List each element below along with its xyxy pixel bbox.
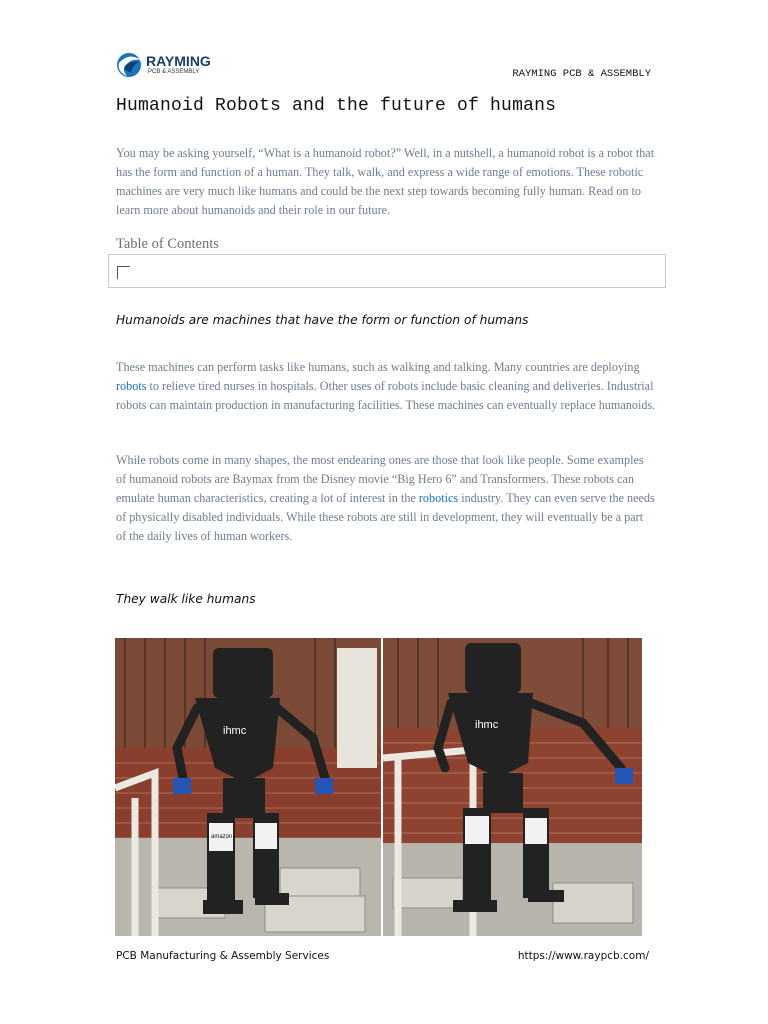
footer-left-text: PCB Manufacturing & Assembly Services — [116, 950, 330, 962]
robotics-link[interactable]: robotics — [418, 490, 459, 505]
logo-subtext: PCB & ASSEMBLY — [148, 69, 200, 75]
robot-photo-left — [115, 638, 381, 936]
section-heading-walk: They walk like humans — [116, 592, 256, 606]
amazon-label: amazon — [211, 834, 233, 840]
robot-stepping-image — [383, 638, 642, 936]
intro-paragraph: You may be asking yourself, “What is a humanoid robot?” Well, in a nutshell, a humanoid robot is a robot that has the form and function of a human. They talk, walk, and express a wide range of emotions. These robotic machines are very much like humans and could be the next step towards becoming fully human. Read on to learn more about humanoids and their role in our future. — [116, 146, 655, 217]
paragraph-text: to relieve tired nurses in hospitals. Other uses of robots include basic cleaning and deliveries. Industrial robots can maintain production in manufacturing facilities. These machines can eventually replace humanoids. — [116, 378, 656, 412]
header-company-name: RAYMING PCB & ASSEMBLY — [512, 68, 651, 80]
robots-link[interactable]: robots — [116, 378, 147, 393]
section1-paragraph-1 — [116, 358, 656, 415]
robot-walking-image — [115, 638, 381, 936]
robot-photo-right — [383, 638, 642, 936]
toc-heading: Table of Contents — [116, 236, 219, 252]
paragraph-text: These machines can perform tasks like humans, such as walking and talking. Many countries are deploying — [116, 360, 640, 374]
company-logo[interactable] — [115, 50, 225, 80]
ihmc-label: ihmc — [475, 719, 499, 731]
paragraph-text: While robots come in many shapes, the most endearing ones are those that look like people. Some examples of humanoid robots are Baymax from the Disney movie “Big Hero 6” and Transformers. These robots can emulate human characteristics, creating a lot of interest in the — [116, 453, 644, 505]
section1-paragraph-2 — [116, 451, 656, 546]
page-title: Humanoid Robots and the future of humans — [116, 96, 557, 116]
section-heading-humanoids: Humanoids are machines that have the form or function of humans — [116, 313, 529, 327]
ihmc-label: ihmc — [223, 725, 247, 737]
toc-box — [108, 254, 666, 288]
toc-toggle-icon[interactable] — [117, 266, 130, 279]
footer-url-link[interactable]: https://www.raypcb.com/ — [517, 950, 649, 962]
logo-text: RAYMING — [146, 53, 211, 69]
paragraph-text: industry. They can even serve the needs of physically disabled individuals. While these robots are still in development, they will eventually be a part of the daily lives of human workers. — [116, 490, 655, 543]
